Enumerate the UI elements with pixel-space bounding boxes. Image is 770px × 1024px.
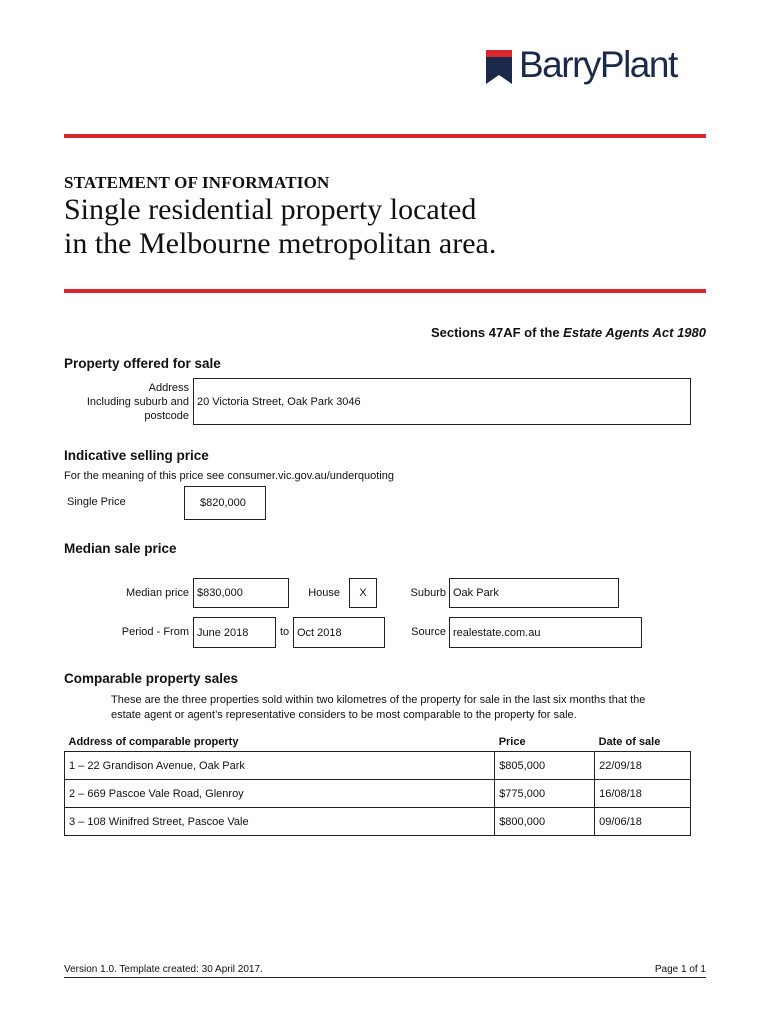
property-heading: Property offered for sale	[64, 356, 221, 371]
address-field[interactable]: 20 Victoria Street, Oak Park 3046	[193, 378, 691, 425]
title-line-2: in the Melbourne metropolitan area.	[64, 227, 497, 260]
indicative-heading: Indicative selling price	[64, 448, 209, 463]
cell-address[interactable]: 1 – 22 Grandison Avenue, Oak Park	[65, 752, 495, 780]
table-row	[65, 808, 691, 836]
cell-date[interactable]: 09/06/18	[595, 808, 691, 836]
house-checkbox[interactable]: X	[349, 578, 377, 608]
median-heading: Median sale price	[64, 541, 177, 556]
comparable-intro-line-1: These are the three properties sold within two kilometres of the property for sale in the last six months that the	[111, 694, 646, 706]
period-from-field[interactable]: June 2018	[193, 617, 276, 648]
suburb-label: Suburb	[410, 587, 446, 599]
top-divider	[64, 134, 706, 138]
act-name: Estate Agents Act 1980	[563, 325, 706, 340]
table-row	[65, 780, 691, 808]
document-title	[64, 193, 624, 261]
median-price-field[interactable]: $830,000	[193, 578, 289, 608]
brand-logo	[486, 44, 708, 98]
cell-date[interactable]: 22/09/18	[595, 752, 691, 780]
source-field[interactable]: realestate.com.au	[449, 617, 642, 648]
column-header-date: Date of sale	[598, 736, 661, 748]
address-label	[70, 381, 189, 423]
footer-version: Version 1.0. Template created: 30 April 2017.	[64, 964, 263, 975]
act-prefix: Sections 47AF of the	[430, 325, 560, 340]
single-price-label: Single Price	[67, 496, 126, 508]
suburb-field[interactable]: Oak Park	[449, 578, 619, 608]
address-label-line-3: postcode	[144, 410, 189, 422]
address-label-line-1: Address	[148, 382, 189, 394]
address-label-line-2: Including suburb and	[86, 396, 189, 408]
table-row	[65, 752, 691, 780]
cell-address[interactable]: 2 – 669 Pascoe Vale Road, Glenroy	[65, 780, 495, 808]
logo-wordmark: BarryPlant	[519, 44, 677, 85]
column-header-price: Price	[498, 736, 526, 748]
cell-address[interactable]: 3 – 108 Winifred Street, Pascoe Vale	[65, 808, 495, 836]
title-line-1: Single residential property located	[64, 193, 477, 226]
median-price-label: Median price	[126, 587, 189, 599]
property-type-label: House	[308, 587, 340, 599]
header-divider	[64, 289, 706, 293]
comparable-intro-line-2: estate agent or agent’s representative considers to be most comparable to the property for sale.	[111, 709, 577, 721]
underquoting-note: For the meaning of this price see consumer.vic.gov.au/underquoting	[64, 470, 394, 482]
comparable-sales-table	[64, 733, 691, 836]
table-header-row	[65, 733, 691, 752]
cell-date[interactable]: 16/08/18	[595, 780, 691, 808]
document-kicker: STATEMENT OF INFORMATION	[64, 173, 330, 192]
act-reference	[431, 325, 706, 340]
footer-divider	[64, 977, 706, 978]
column-header-address: Address of comparable property	[68, 736, 239, 748]
period-to-field[interactable]: Oct 2018	[293, 617, 385, 648]
cell-price[interactable]: $800,000	[495, 808, 595, 836]
period-to-label: to	[280, 626, 290, 638]
footer-page-number: Page 1 of 1	[654, 964, 706, 975]
period-from-label: Period - From	[121, 626, 189, 638]
logo-bookmark-icon	[486, 50, 512, 84]
comparable-heading: Comparable property sales	[64, 671, 239, 686]
source-label: Source	[411, 626, 446, 638]
cell-price[interactable]: $775,000	[495, 780, 595, 808]
single-price-field[interactable]: $820,000	[184, 486, 266, 520]
cell-price[interactable]: $805,000	[495, 752, 595, 780]
comparable-intro	[111, 693, 701, 723]
